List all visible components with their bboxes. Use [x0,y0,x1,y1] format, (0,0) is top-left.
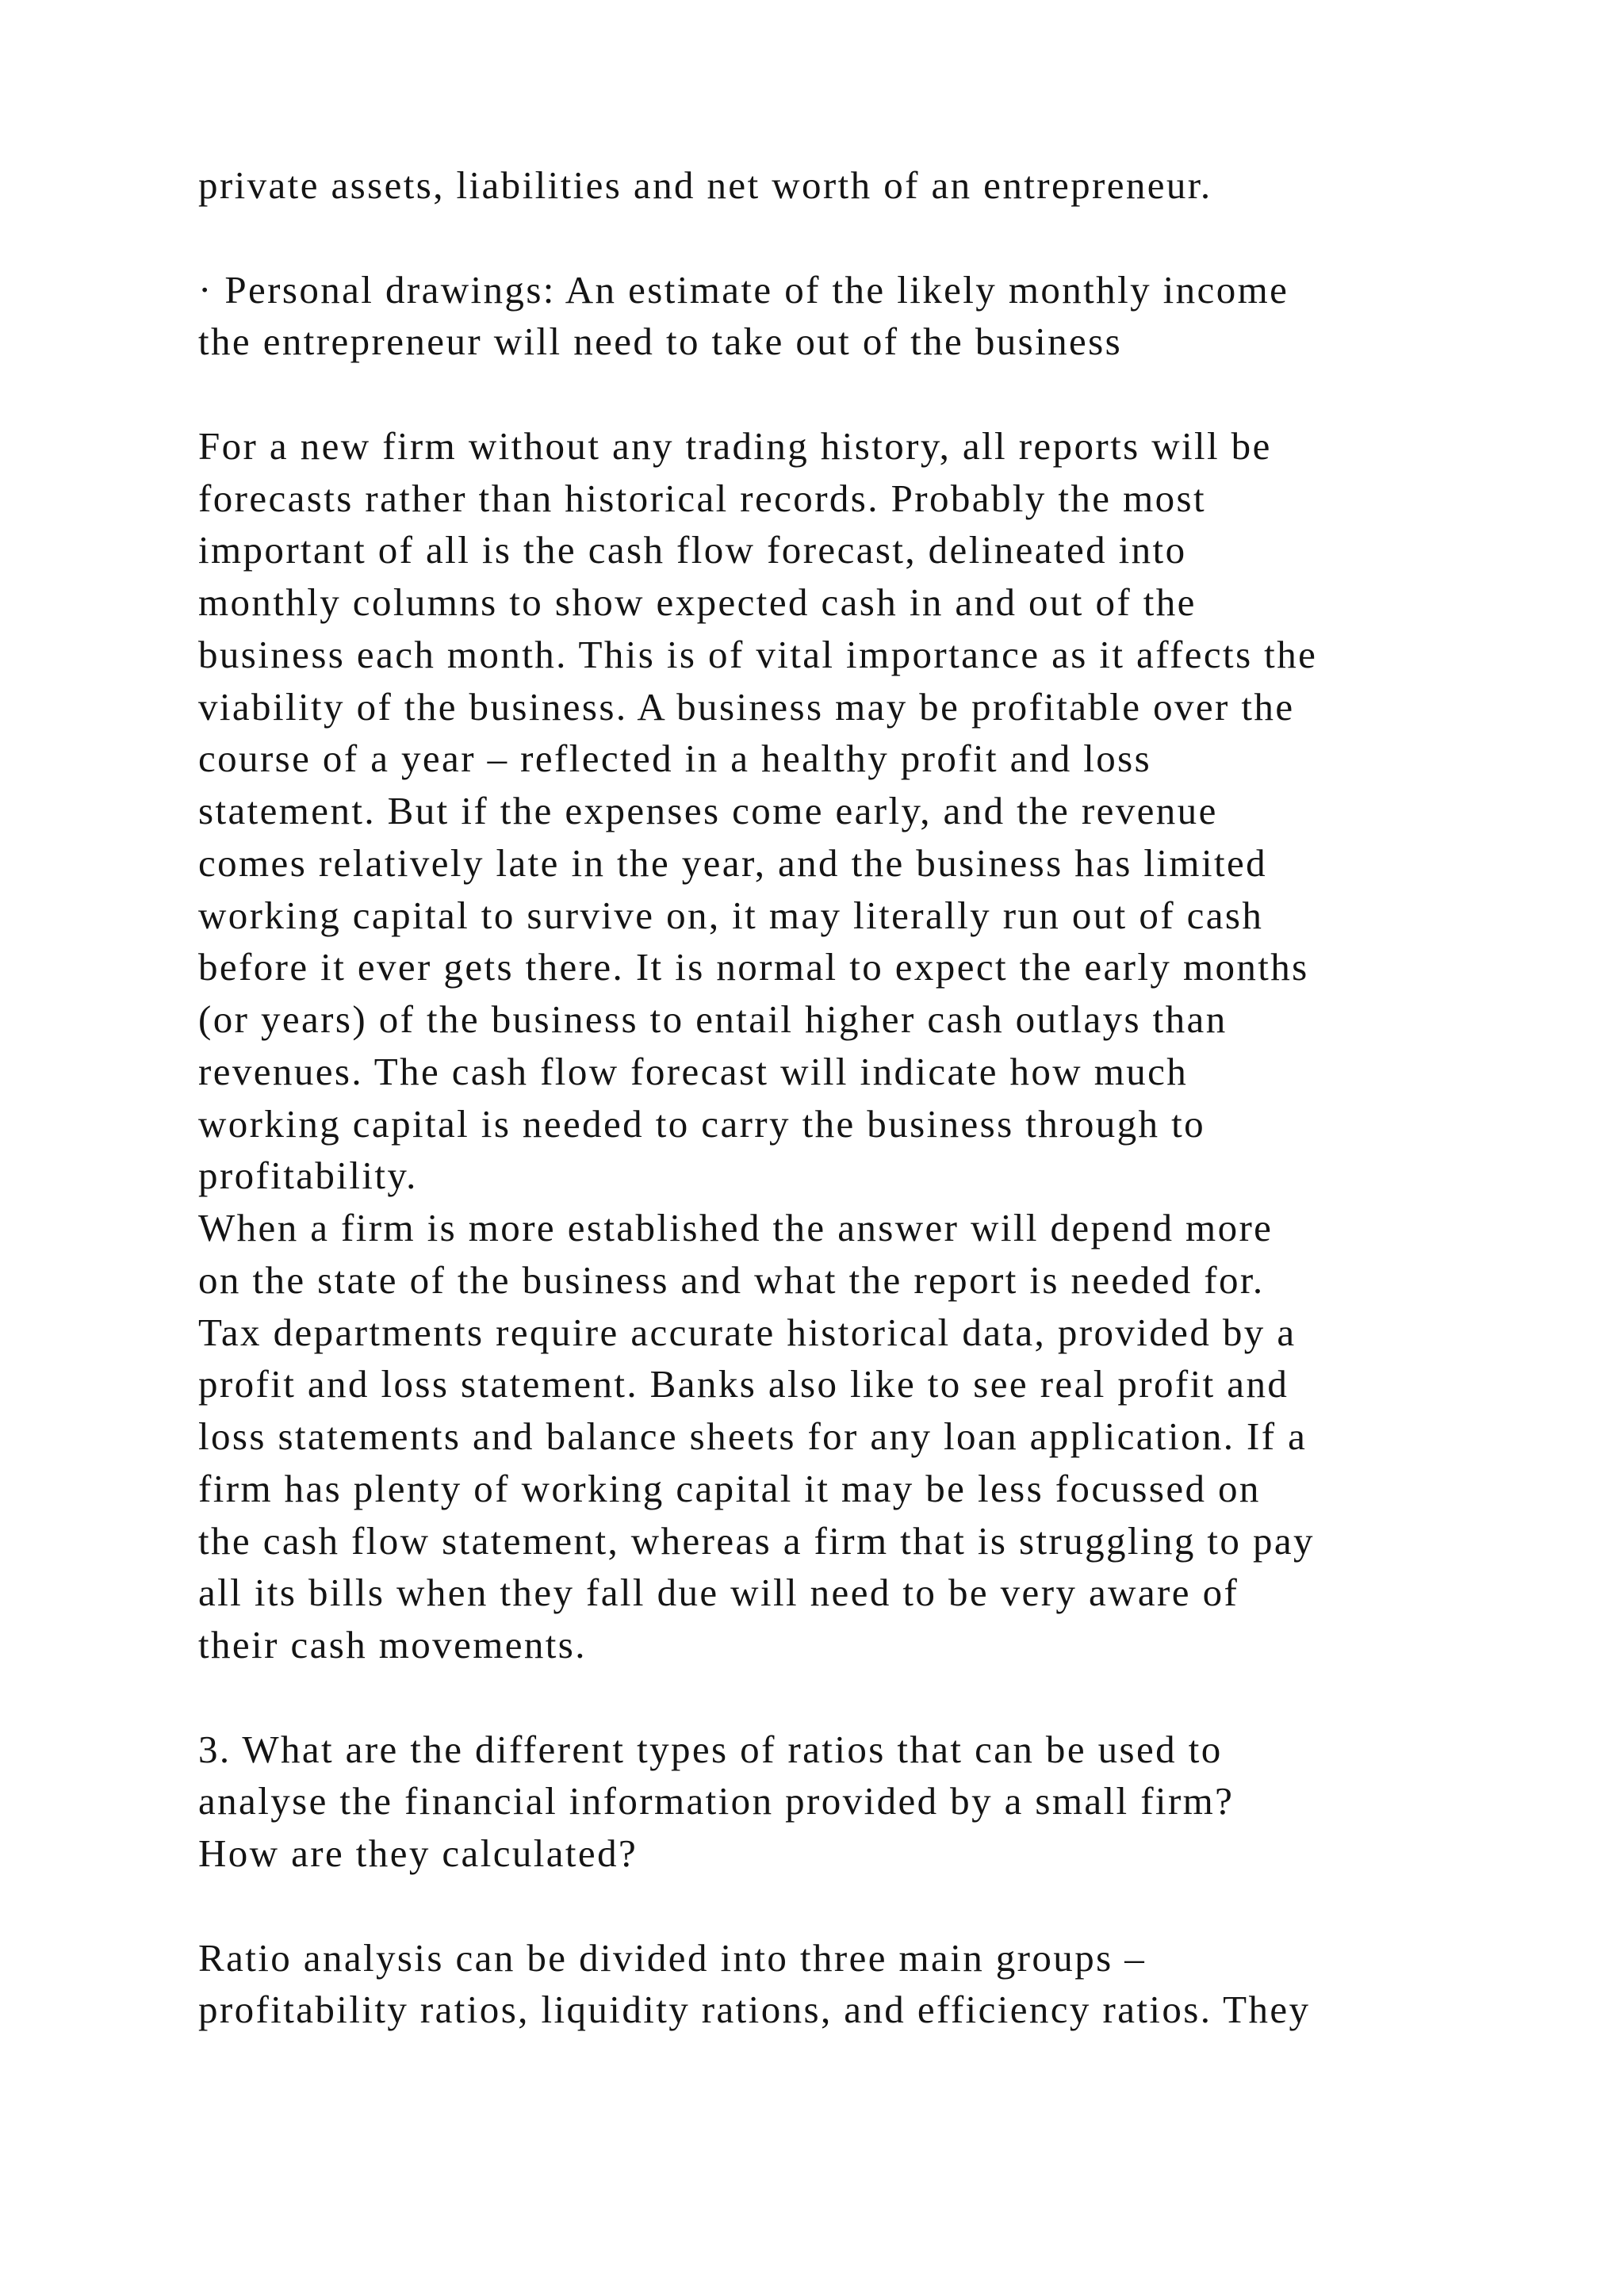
text-line: all its bills when they fall due will need to be very aware of [198,1571,1239,1615]
text-line: before it ever gets there. It is normal to expect the early months [198,945,1309,989]
text-line: important of all is the cash flow forecast, delineated into [198,528,1187,572]
text-line: the entrepreneur will need to take out of the business [198,320,1123,364]
text-line: (or years) of the business to entail higher cash outlays than [198,997,1228,1041]
text-line: For a new firm without any trading history, all reports will be [198,423,1272,468]
text-line: business each month. This is of vital importance as it affects the [198,632,1318,676]
blank-line [198,1880,1546,1932]
text-line: private assets, liabilities and net worth of an entrepreneur. [198,163,1212,207]
text-line: statement. But if the expenses come early, and the revenue [198,789,1218,832]
text-line: profitability. [198,1154,418,1198]
blank-line [198,1671,1546,1724]
document-body [198,159,1546,2036]
blank-line [198,368,1546,420]
text-line: profit and loss statement. Banks also like to see real profit and [198,1362,1289,1406]
text-line: working capital to survive on, it may literally run out of cash [198,893,1264,937]
text-line: working capital is needed to carry the business through to [198,1101,1206,1146]
text-line: profitability ratios, liquidity rations, and efficiency ratios. They [198,1988,1311,2032]
question-line: analyse the financial information provided by a small firm? [198,1779,1235,1823]
question-line: 3. What are the different types of ratios that can be used to [198,1727,1223,1771]
text-line: Ratio analysis can be divided into three main groups – [198,1935,1147,1980]
text-line: on the state of the business and what the report is needed for. [198,1257,1265,1302]
text-line: course of a year – reflected in a healthy profit and loss [198,737,1152,781]
text-line: the cash flow statement, whereas a firm that is struggling to pay [198,1518,1315,1563]
text-line: their cash movements. [198,1623,587,1667]
blank-line [198,212,1546,264]
text-line: firm has plenty of working capital it may be less focussed on [198,1466,1261,1510]
text-line: When a firm is more established the answer will depend more [198,1206,1274,1249]
text-line: loss statements and balance sheets for any loan application. If a [198,1414,1308,1458]
text-line: Tax departments require accurate historical data, provided by a [198,1310,1297,1354]
text-line: monthly columns to show expected cash in and out of the [198,580,1197,624]
text-line: forecasts rather than historical records. Probably the most [198,476,1206,520]
text-line: comes relatively late in the year, and the business has limited [198,840,1268,885]
text-line: · Personal drawings: An estimate of the likely monthly income [198,267,1289,312]
text-line: viability of the business. A business may be profitable over the [198,684,1295,729]
text-line: revenues. The cash flow forecast will indicate how much [198,1049,1189,1093]
question-line: How are they calculated? [198,1831,638,1875]
